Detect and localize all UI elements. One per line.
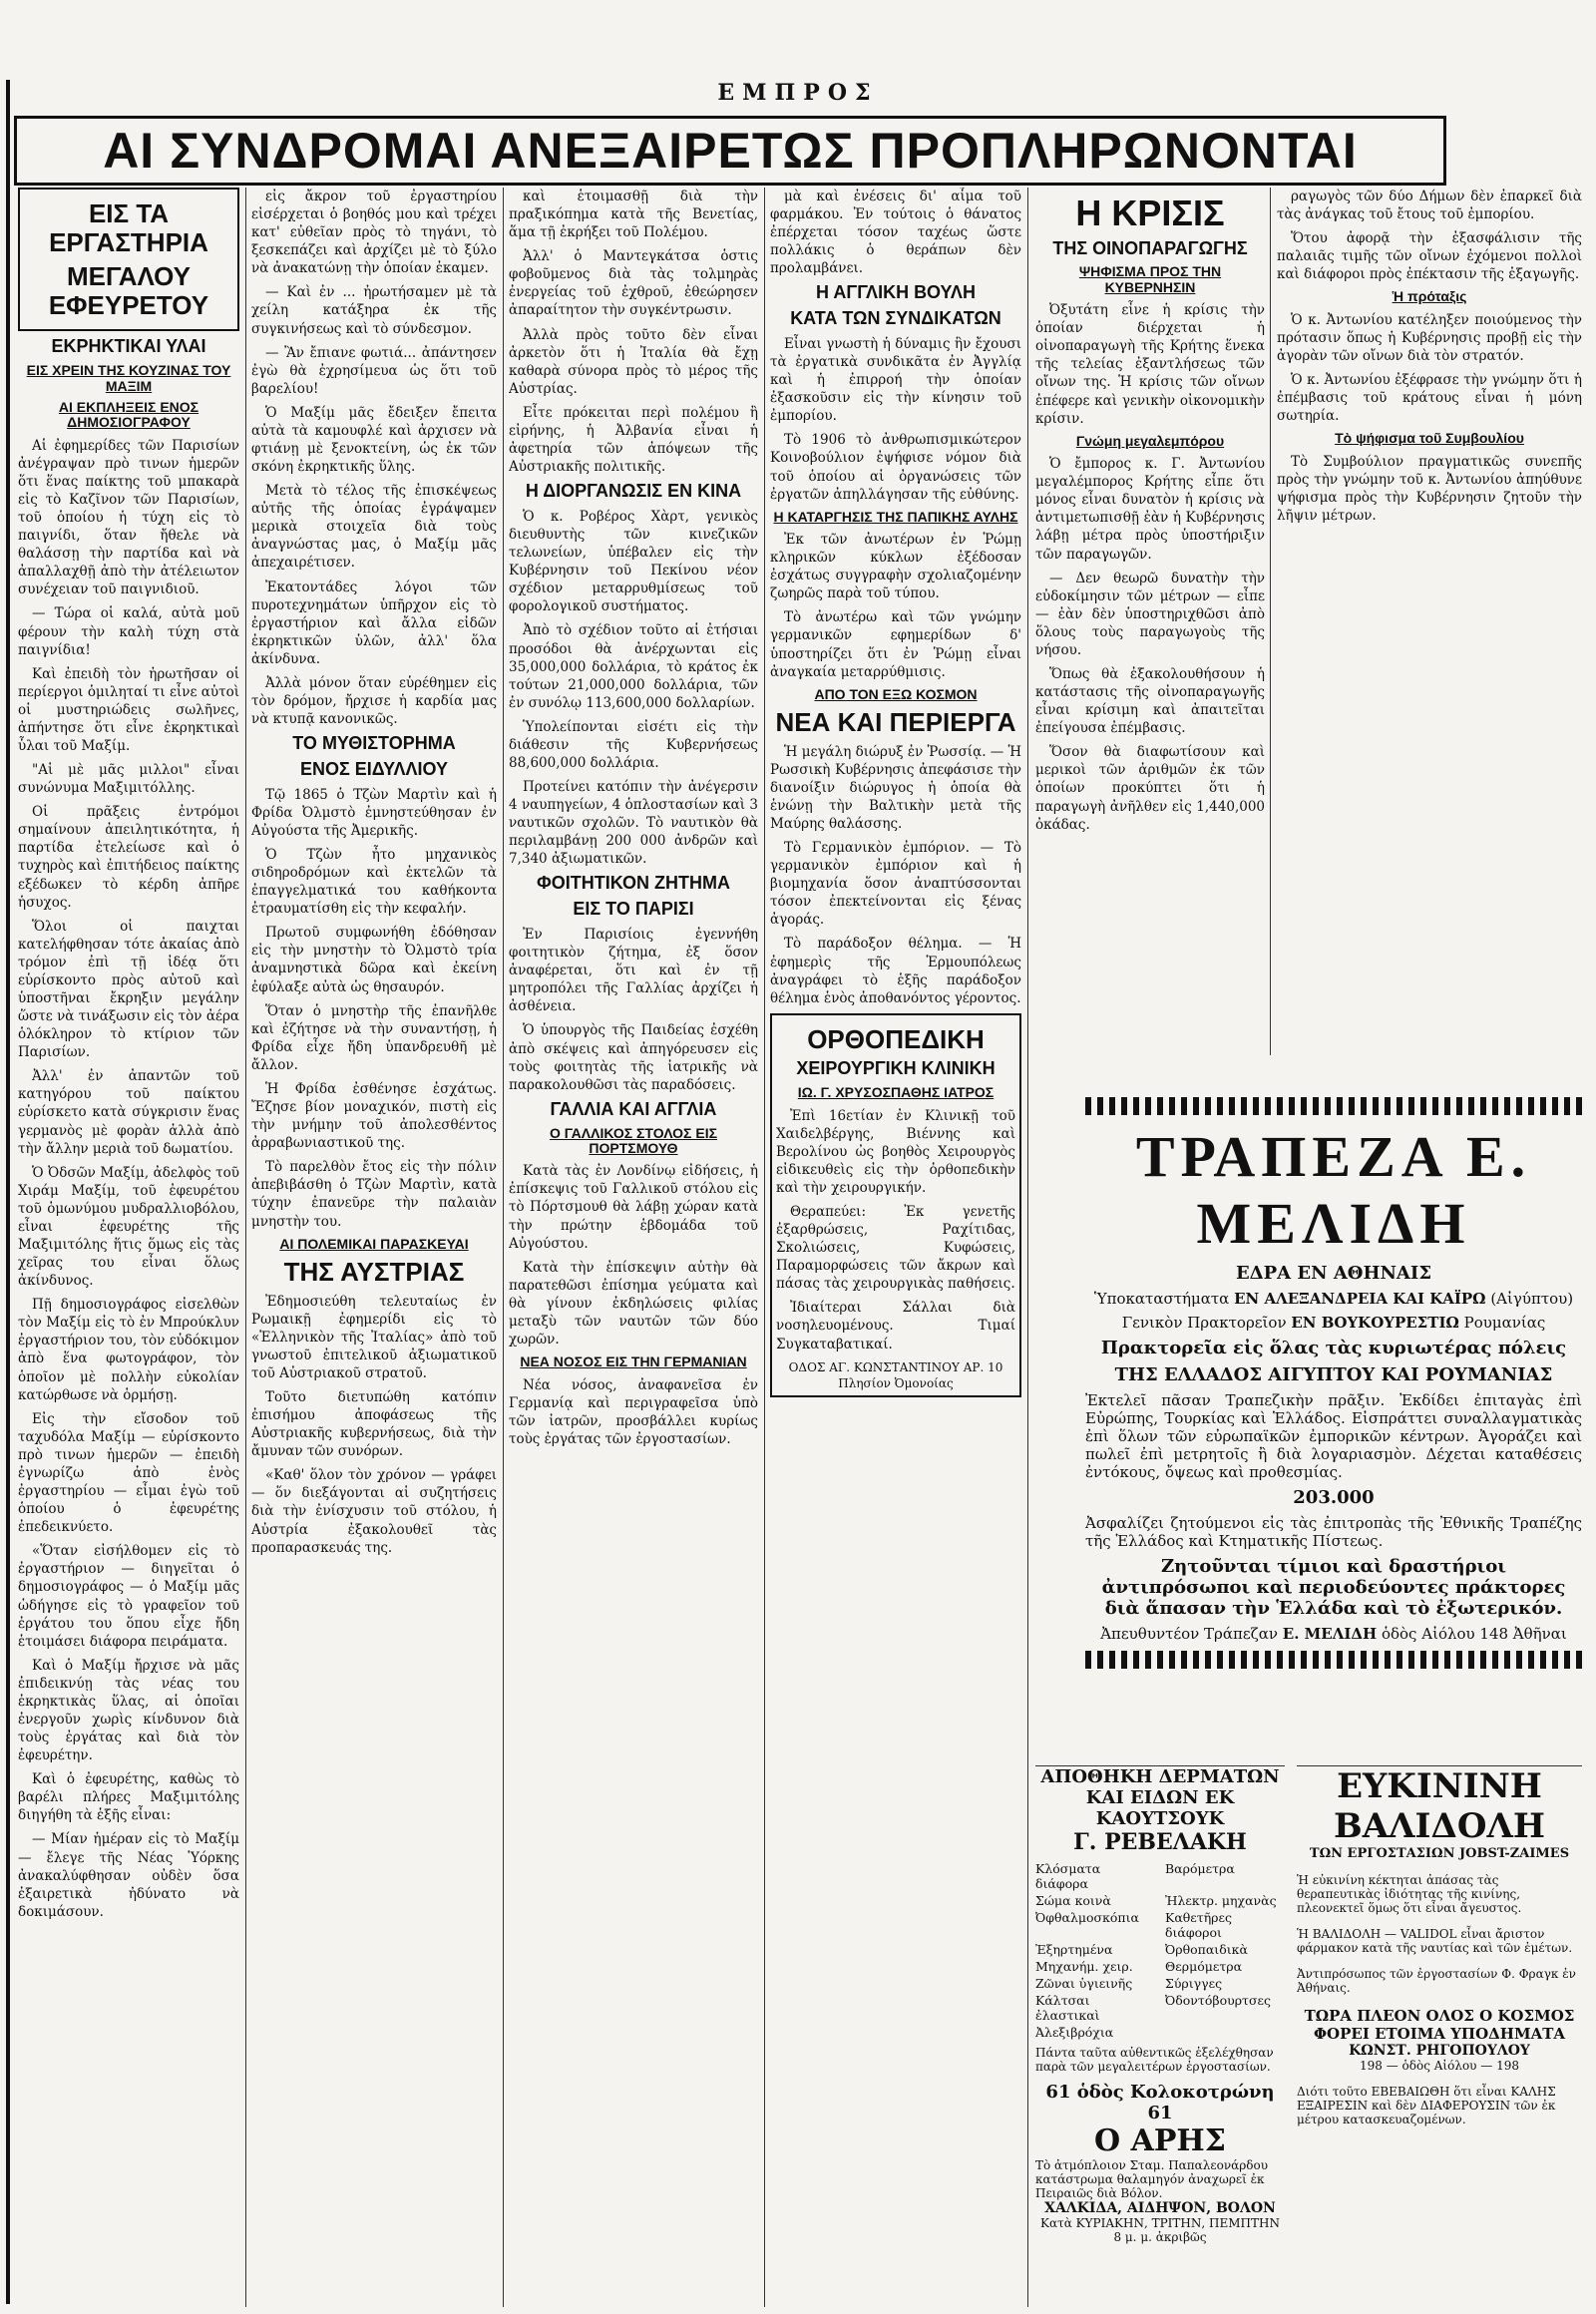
validol-title: ΒΑΛΙΔΟΛΗ xyxy=(1334,1806,1545,1846)
subhead-council: Τὸ ψήφισμα τοῦ Συμβουλίου xyxy=(1335,430,1524,447)
paragraph: Ὅτου ἀφορᾷ τὴν ἐξασφάλισιν τῆς παλαιᾶς τιμῆς τῶν οἴνων ἐχόμενοι πολλοὶ καὶ διάφοροι πρὸς ἐπέκτασιν τῆς ἐξαγωγῆς. xyxy=(1277,230,1582,283)
paragraph: Τὸ παρελθὸν ἔτος εἰς τὴν πόλιν ἀπεβιβάσθη ὁ Τζὼν Μαρτὶν, κατὰ τύχην ἐπανεῦρε τὴν παλαιὰν μνηστὴν του. xyxy=(251,1159,497,1230)
bank-branches-label: Ὑποκαταστήματα xyxy=(1093,1290,1230,1308)
ares-text: Τὸ ἀτμόπλοιον Σταμ. Παπαλεονάρδου κατάστρωμα θαλαμηγόν ἀναχωρεῖ ἐκ Πειραιῶς διὰ Βόλον. xyxy=(1035,2158,1269,2200)
rubber-item: Ὀδοντόβουρτσες xyxy=(1165,1993,1271,2008)
rubber-item: Ζῶναι ὑγιεινῆς xyxy=(1035,1976,1133,1991)
column-4 xyxy=(770,188,1021,2307)
paragraph: Ὅταν ὁ μνηστὴρ τῆς ἐπανῆλθε καὶ ἐζήτησε νὰ τὴν συναντήσῃ, ἡ Φρίδα εἶχε ἤδη ὑπανδρευθῆ μὲ ἄλλον. xyxy=(251,1002,497,1073)
column-divider xyxy=(1270,188,1271,1055)
clinic-ad xyxy=(770,1013,1021,1397)
clinic-title-2: ΧΕΙΡΟΥΡΓΙΚΗ ΚΛΙΝΙΚΗ xyxy=(796,1058,996,1079)
rubber-items xyxy=(1035,1861,1285,2040)
headline-news: ΝΕΑ ΚΑΙ ΠΕΡΙΕΡΓΑ xyxy=(775,707,1016,738)
headline-1: ΕΙΣ ΤΑ ΕΡΓΑΣΤΗΡΙΑ xyxy=(49,198,208,257)
paragraph: Κατὰ τὰς ἐν Λονδίνῳ εἰδήσεις, ἡ ἐπίσκεψις τοῦ Γαλλικοῦ στόλου εἰς τὸ Πόρτσμουθ θὰ λάβῃ χώραν κατὰ τὴν πρώτην ἑβδομάδα τοῦ Αὐγούστου. xyxy=(509,1163,758,1252)
subheadline: ΕΚΡΗΚΤΙΚΑΙ ΥΛΑΙ xyxy=(51,336,206,357)
paragraph: «Ὅταν εἰσήλθομεν εἰς τὸ ἐργαστήριον — διηγεῖται ὁ δημοσιογράφος — ὁ Μαξίμ μᾶς ὡδήγησε εἰς τὸ γραφεῖον τοῦ ἐργάτου του ὅπου εἶχε ἤδη ἑτοιμάσει διάφορα πειράματα. xyxy=(18,1543,239,1650)
rubber-item: Ἠλεκτρ. μηχανὰς xyxy=(1165,1893,1277,1908)
bank-address: ὁδὸς Αἰόλου 148 Ἀθῆναι xyxy=(1381,1625,1567,1643)
bank-agency: ΕΝ ΒΟΥΚΟΥΡΕΣΤΙΩ xyxy=(1291,1314,1459,1332)
paragraph: Ὅσον θὰ διαφωτίσουν καὶ μερικοὶ τῶν ἀριθμῶν ἐκ τῶν ὁποίων προκύπτει ὅτι ἡ παραγωγὴ ἀνῆλθεν εἰς 1,440,000 ὀκάδας. xyxy=(1035,744,1265,833)
paragraph: Εἰς τὴν εἴσοδον τοῦ ταχυδόλα Μαξίμ — εὑρίσκοντο πρὸ τινων ἡμερῶν — ἐπειδὴ ἐγνωρίζω ἀπὸ ἑνὸς ἐργαστηρίου — εἶμαι ἐγὼ τοῦ ὁποίου ὁ ἐφευρέτης ἐπεδεικνύετο. xyxy=(18,1410,239,1536)
paragraph: Διότι τοῦτο ΕΒΕΒΑΙΩΘΗ ὅτι εἶναι ΚΑΛΗΣ ΕΞΑΙΡΕΣΙΝ καὶ δὲν ΔΙΑΦΕΡΟΥΣΙΝ τῶν ἐκ μέτρου κατασκευαζομένων. xyxy=(1297,2085,1556,2126)
paragraph: — Μίαν ἡμέραν εἰς τὸ Μαξίμ — ἔλεγε τῆς Νέας Ὑόρκης ἀνακαλύφθησαν οὐδὲν ὅσα ἐξαιρετικὰ ἠδύνατο νὰ δοκιμάσουν. xyxy=(18,1831,239,1920)
headline-disease: ΝΕΑ ΝΟΣΟΣ ΕΙΣ ΤΗΝ ΓΕΡΜΑΝΙΑΝ xyxy=(520,1353,747,1370)
paragraph: — Καὶ ἐν ... ἠρωτήσαμεν μὲ τὰ χείλη κατάξηρα ἐκ τῆς συγκινήσεως καὶ τὸ σύνδεσμον. xyxy=(251,284,497,337)
bank-hq: ΕΔΡΑ ΕΝ ΑΘΗΝΑΙΣ xyxy=(1235,1263,1432,1284)
paragraph: Ἐκατοντάδες λόγοι τῶν πυροτεχνημάτων ὑπῆρχον εἰς τὸ ἐργαστήριον καὶ ἄλλα εἰδῶν ἐκρηκτικῶν ὑλῶν, ἀλλ' ὅλα ἀκίνδυνα. xyxy=(251,578,497,667)
rubber-item: Κλόσματα διάφορα xyxy=(1035,1861,1101,1891)
rubber-foot: Πάντα ταῦτα αὐθεντικῶς ἐξελέχθησαν παρὰ τῶν μεγαλειτέρων ἐργοστασίων. xyxy=(1035,2046,1274,2074)
bank-countries: ΤΗΣ ΕΛΛΑΔΟΣ ΑΙΓΥΠΤΟΥ ΚΑΙ ΡΟΥΜΑΝΙΑΣ xyxy=(1114,1364,1553,1385)
shoes-address: 198 — ὁδὸς Αἰόλου — 198 xyxy=(1360,2059,1519,2073)
paragraph: Τῷ 1865 ὁ Τζὼν Μαρτὶν καὶ ἡ Φρίδα Ὀλμστὸ ἐμνηστεύθησαν ἐν Αὐγούστα τῆς Ἀμερικῆς. xyxy=(251,786,497,839)
rubber-item: Κάλτσαι ἐλαστικαὶ xyxy=(1035,1993,1100,2023)
column-1 xyxy=(18,188,239,2307)
rubber-goods-ad xyxy=(1035,1765,1285,2265)
paragraph: Ὁ κ. Ἀντωνίου κατέληξεν ποιούμενος τὴν πρότασιν ὅπως ἡ Κυβέρνησις προβῇ εἰς τὴν ἀγορὰν τῶν οἴνων διὰ τὸν στρατόν. xyxy=(1277,311,1582,364)
paragraph: — Δεν θεωρῶ δυνατὴν τὴν εὐδοκίμησιν τῶν μέτρων — εἶπε — ἐὰν δὲν ὑποστηριχθῶσι ἀπὸ ὅλους τοὺς παραγωγοὺς τῆς νήσου. xyxy=(1035,570,1265,658)
paragraph: Τὸ 1906 τὸ ἀνθρωπισμικώτερον Κοινοβούλιον ἐψήφισε νόμον διὰ τοῦ ὁποίου αἱ ὀργανώσεις τῶν ἐργατῶν ἀπηλλάγησαν τῆς εὐθύνης. xyxy=(770,432,1021,503)
shoes-title-2: ΦΟΡΕΙ ΕΤΟΙΜΑ ΥΠΟΔΗΜΑΤΑ xyxy=(1313,2025,1566,2043)
column-divider xyxy=(1027,188,1028,2307)
paragraph: Τὸ παράδοξον θέλημα. — Ἡ ἐφημερὶς τῆς Ἑρμουπόλεως ἀναγράφει τὸ ἑξῆς παράδοξον θέλημα ἑνὸς ἀποθανόντος γέροντος. xyxy=(770,936,1021,1006)
paragraph: Ὀξυτάτη εἶνε ἡ κρίσις τὴν ὁποίαν διέρχεται ἡ οἰνοπαραγωγὴ τῆς Κρήτης ἕνεκα τῆς τελείας ἐξαντλήσεως τῶν οἴνων της. Ἡ κρίσις τῶν οἴνων ἐπέφερε καὶ γενικὴν οἰκονομικὴν κρίσιν. xyxy=(1035,302,1265,427)
bank-body: Ἐκτελεῖ πᾶσαν Τραπεζικὴν πρᾶξιν. Ἐκδίδει ἐπιταγὰς ἐπὶ Εὐρώπης, Τουρκίας καὶ Ἑλλάδος. Εἰσπράττει συναλλαγματικὰς ἐπὶ ὅλων τῶν εὐρωπαϊκῶν ἐμπορικῶν κέντρων. Ἀγοράζει καὶ πωλεῖ ἐπὶ μετρητοῖς ἢ διὰ λογαριασμὸν. Δέχεται καταθέσεις ἐντόκους, ὄψεως καὶ προθεσμίας. xyxy=(1085,1391,1582,1481)
bank-branches: ΕΝ ΑΛΕΞΑΝΔΡΕΙΑ ΚΑΙ ΚΑΪΡΩ xyxy=(1234,1290,1486,1308)
shoes-title-1: ΤΩΡΑ ΠΛΕΟΝ ΟΛΟΣ Ο ΚΟΣΜΟΣ xyxy=(1304,2007,1575,2025)
paragraph: Ὁ ὑπουργὸς τῆς Παιδείας ἐσχέθη ἀπὸ σκέψεις καὶ ἀπηγόρευσεν εἰς τοὺς φοιτητὰς τῆς ἰατρικῆς νὰ παρακολουθῶσι τὰς παραδόσεις. xyxy=(509,1022,758,1093)
bank-title: ΤΡΑΠΕΖΑ Ε. ΜΕΛΙΔΗ xyxy=(1135,1124,1532,1256)
paragraph: ραγωγὸς τῶν δύο Δήμων δὲν ἐπαρκεῖ διὰ τὰς ἀνάγκας τοῦ ἔτους τοῦ ἐμπορίου. xyxy=(1277,189,1582,223)
paragraph: Ἀλλ' ἐν ἀπαντῶν τοῦ κατηγόρου τοῦ παίκτου εὑρίσκετο κατὰ σύγκρισιν ἕνας γερμανὸς μὲ φορὰν ἀλλὰ ἀπὸ τὴν ἄλλην μεριὰ τοῦ δωματίου. xyxy=(18,1068,239,1157)
paragraph: Ὅπως θὰ ἐξακολουθήσουν ἡ κατάστασις τῆς οἰνοπαραγωγῆς εἶναι κρίσιμη καὶ ἀπαιτεῖται ἐπείγουσα ἐπέμβασις. xyxy=(1035,665,1265,737)
paragraph: Ὅλοι οἱ παιχται κατελήφθησαν τότε ἀκαίας ἀπὸ τρόμον ἐπὶ τῇ ἰδέᾳ ὅτι εὑρίσκοντο πρὸς αὐτοῦ καὶ ὑποστῆναι ἔκρηξιν μεγάλην ὥστε νὰ τινάξωσιν εἰς τὸν ἀέρα ὁλόκληρον τὸ κτίριον τῶν Παρισίων. xyxy=(18,918,239,1061)
paragraph: Καὶ ὁ ἐφευρέτης, καθὼς τὸ βαρέλι πλήρες Μαξιμιτόλης διηγήθη τὰ ἑξῆς εἶναι: xyxy=(18,1771,239,1824)
ornamental-border xyxy=(1085,1097,1582,1115)
quinine-title: ΕΥΚΙΝΙΝΗ xyxy=(1337,1766,1542,1806)
paragraph: Εἶναι γνωστὴ ἡ δύναμις ἣν ἔχουσι τὰ ἐργατικὰ συνδικᾶτα ἐν Ἀγγλίᾳ καὶ ἡ ἐπιρροή τὴν ὁποίαν ἐξασκοῦσιν εἰς τὴν κίνησιν τοῦ ἐμπορίου. xyxy=(770,335,1021,425)
paragraph: — Ἂν ἔπιανε φωτιά... ἀπάντησεν ἐγὼ θὰ ἐχρησίμευα ὡς ὅτι τοῦ βαρελίου! xyxy=(251,344,497,397)
headline-syndicates: ΚΑΤΑ ΤΩΝ ΣΥΝΔΙΚΑΤΩΝ xyxy=(790,308,1001,329)
paragraph: Μετὰ τὸ τέλος τῆς ἐπισκέψεως αὐτῆς τῆς ὁποίας ἐγράψαμεν μερικὰ στοιχεῖα διὰ τοὺς ἀναγνώστας μας, ὁ Μαξίμ μᾶς ἀπεχαιρέτισεν. xyxy=(251,483,497,572)
masthead: ΕΜΠΡΟΣ xyxy=(717,80,879,106)
ornamental-border xyxy=(1085,1651,1582,1669)
rubber-item: Μηχανήμ. χειρ. xyxy=(1035,1959,1133,1974)
paragraph: Ἐν Παρισίοις ἐγεννήθη φοιτητικὸν ζήτημα, ἐξ ὅσον ἀναφέρεται, ὅτι καὶ ἐν τῇ μητροπόλει τῆς Γαλλίας ἀρχίζει ἡ ἀσθένεια. xyxy=(509,927,758,1015)
bank-branches-note: (Αἰγύπτου) xyxy=(1490,1290,1574,1308)
paragraph: Ἀλλ' ὁ Μαντεγκάτσα ὁστις φοβοῦμενος διὰ τὰς τολμηρὰς ἐνεργείας τοῦ ἐχθροῦ, ἐθεώρησεν ἀπαραίτητον τὴν συγκέντρωσιν. xyxy=(509,248,758,319)
paragraph: Καὶ ὁ Μαξίμ ἤρχισε νὰ μᾶς ἐπιδεικνύῃ τὰς νέας του ἐκρηκτικὰς ὕλας, αἱ ὁποῖαι ἐνεργοῦν χωρὶς κίνδυνον διὰ τοὺς ἐργάτας καὶ διὰ τὸν ἐφευρέτην. xyxy=(18,1657,239,1764)
column-2 xyxy=(251,188,497,2307)
ares-time: 8 μ. μ. ἀκριβῶς xyxy=(1113,2230,1207,2244)
paragraph: Ἐπὶ 16ετίαν ἐν Κλινικῇ τοῦ Χαιδελβέργης, Βιέννης καὶ Βερολίνου ὠς βοηθὸς Χειρουργὸς εἰδικευθεὶς εἰς τὴν ὀρθοπεδικὴν καὶ τὴν χειρουργικήν. xyxy=(776,1107,1015,1196)
paragraph: καὶ ἑτοιμασθῇ διὰ τὴν πραξικόπημα κατὰ τῆς Βενετίας, ἅμα τῇ ἐκρήξει τοῦ Πολέμου. xyxy=(509,189,758,241)
paragraph: Ἡ Φρίδα ἐσθένησε ἐσχάτως. Ἔζησε βίον μοναχικόν, πιστὴ εἰς τὴν μνήμην τοῦ ἀπολεσθέντος ἀρραβωνιαστικοῦ της. xyxy=(251,1080,497,1152)
paragraph: Ἐδημοσιεύθη τελευταίως ἐν Ρωμαικῇ ἐφημερίδι εἰς τὸ «Ἑλληνικὸν τῆς Ἰταλίας» ἀπὸ τοῦ γνωστοῦ ἐπιτελικοῦ ἀξιωματικοῦ τοῦ Αὐστριακοῦ στρατοῦ. xyxy=(251,1293,497,1381)
paragraph: Τὸ Συμβούλιον πραγματικῶς συνεπῆς πρὸς τὴν γνώμην τοῦ κ. Ἀντωνίου ἀπηύθυνε ψήφισμα πρὸς τὴν Κυβέρνησιν ζητοῦν τὴν λῆψιν μέτρων. xyxy=(1277,453,1582,524)
bank-address-label: Ἀπευθυντέον Τράπεζαν xyxy=(1100,1625,1279,1643)
column-5b xyxy=(1277,188,1582,1065)
paragraph: Ὁ κ. Ἀντωνίου ἐξέφρασε τὴν γνώμην ὅτι ἡ ἐπέμβασις τοῦ κράτους εἶναι ἡ μόνη σωτηρία. xyxy=(1277,372,1582,425)
rubber-item: Σύριγγες xyxy=(1165,1976,1223,1991)
paragraph: Ἀντιπρόσωπος τῶν ἐργοστασίων Φ. Φραγκ ἐν Ἀθήναις. xyxy=(1297,1967,1576,1995)
clinic-title-1: ΟΡΘΟΠΕΔΙΚΗ xyxy=(807,1023,985,1054)
paragraph: Αἱ ἐφημερίδες τῶν Παρισίων ἀνέγραψαν πρὸ τινων ἡμερῶν ὅτι ἕνας παίκτης τοῦ μπακαρὰ εἰς τὸ Καζῖνον τῶν Παρισίων, τοῦ ὁποίου ἡ τύχη εἰς τὸ παιγνίδι, ὅταν ἤθελε νὰ θαλάσσῃ τὴν παρτίδα καὶ νὰ ἀπαλλαχθῇ ἀπὸ τὴν ἀτέλειωτον συνέχειαν τοῦ παιγνιδιοῦ. xyxy=(18,437,239,598)
bank-agency-label: Γενικὸν Πρακτορεῖον xyxy=(1121,1314,1287,1332)
deck-1: ΕΙΣ ΧΡΕΙΝ ΤΗΣ ΚΟΥΖΙΝΑΣ ΤΟΥ ΜΑΞΙΜ xyxy=(26,362,231,394)
rubber-item: Ἀλεξιβρόχια xyxy=(1035,2025,1114,2040)
column-divider xyxy=(245,188,246,2307)
bank-offices: Πρακτορεῖα εἰς ὅλας τὰς κυριωτέρας πόλεις xyxy=(1100,1338,1567,1358)
paragraph: Ὁ Τζὼν ἦτο μηχανικὸς σιδηροδρόμων καὶ ἐκτελῶν τὰ ἐπαγγελματικά του καθήκοντα ἐτραυματίσθη εἰς τὴν κεφαλήν. xyxy=(251,847,497,918)
paragraph: Προτείνει κατόπιν τὴν ἀνέγερσιν 4 ναυπηγείων, 4 ὁπλοστασίων καὶ 3 ναυτικῶν σχολῶν. Τὸ ναυτικὸν θὰ περιλαμβάνῃ 200 000 ἀνδρῶν καὶ 7,340 ἀξιωματικῶν. xyxy=(509,779,758,868)
paragraph: Καὶ ἐπειδὴ τὸν ἠρωτῆσαν οἱ περίεργοι ὁμιληταί τι εἶνε αὐτοὶ οἱ μυστηριώδεις σωλῆνες, ἀπήντησε ὅτι εἶνε ἐκρηκτικαὶ ὗλαι τοῦ Μαξίμ. xyxy=(18,665,239,754)
paragraph: Πρωτοῦ συμφωνήθη ἐδόθησαν εἰς τὴν μνηστὴν τὸ Ὀλμστὸ τρία ἀναμνηστικὰ δῶρα καὶ ἐκείνη ἐφύλαξε αὐτὰ ὡς θησαυρόν. xyxy=(251,925,497,995)
rubber-item: Καθετῆρες διάφοροι xyxy=(1165,1910,1233,1940)
paragraph: Εἶτε πρόκειται περὶ πολέμου ἢ εἰρήνης, ἡ Ἀλβανία εἶναι ἡ ἀφετηρία τῶν ἀπόψεων τῆς Αὐστριακῆς πολιτικῆς. xyxy=(509,404,758,476)
subhead-merchant: Γνώμη μεγαλεμπόρου xyxy=(1075,432,1225,449)
headline-paris: ΕΙΣ ΤΟ ΠΑΡΙΣΙ xyxy=(573,899,694,920)
bank-agency-note: Ρουμανίας xyxy=(1463,1314,1546,1332)
paragraph: Τὸ Γερμανικὸν ἐμπόριον. — Τὸ γερμανικὸν ἐμπόριον καὶ ἡ βιομηχανία ὅσον ἀναπτύσσονται τόσον ἐπεκτείνονται εἰς ξένας ἀγοράς. xyxy=(770,840,1021,929)
clinic-doctor: ΙΩ. Γ. ΧΡΥΣΟΣΠΑΘΗΣ ΙΑΤΡΟΣ xyxy=(797,1084,995,1101)
paragraph: Ὁ ἔμπορος κ. Γ. Ἀντωνίου μεγαλέμπορος Κρήτης εἶπε ὅτι μόνος εἶναι δυνατὸν ἡ κρίσις νὰ ἀντιμετωπισθῇ ἐὰν ἡ Κυβέρνησις λάβῃ μέτρα πρὸς ὑποστήριξιν τῶν παραγωγῶν. xyxy=(1035,456,1265,563)
rubber-title-2: ΚΑΙ ΕΙΔΩΝ ΕΚ ΚΑΟΥΤΣΟΥΚ xyxy=(1085,1787,1235,1829)
column-divider xyxy=(764,188,765,2307)
clinic-address: ΟΔΟΣ ΑΓ. ΚΩΝΣΤΑΝΤΙΝΟΥ ΑΡ. 10 xyxy=(788,1359,1003,1374)
paragraph: Ἡ εὐκινίνη κέκτηται ἀπάσας τὰς θεραπευτικὰς ἰδιότητας τῆς κινίνης, πλεονεκτεῖ ὅμως ὅτι εἶναι ἄγευστος. xyxy=(1297,1873,1522,1915)
deck-2: ΑΙ ΕΚΠΛΗΞΕΙΣ ΕΝΟΣ ΔΗΜΟΣΙΟΓΡΑΦΟΥ xyxy=(58,398,200,431)
section-label: ΑΠΟ ΤΟΝ ΕΞΩ ΚΟΣΜΟΝ xyxy=(814,685,978,702)
headline-2: ΜΕΓΑΛΟΥ ΕΦΕΥΡΕΤΟΥ xyxy=(48,261,209,320)
shoes-name: ΚΩΝΣΤ. ΡΗΓΟΠΟΥΛΟΥ xyxy=(1349,2043,1530,2059)
rubber-name: Γ. ΡΕΒΕΛΑΚΗ xyxy=(1073,1829,1247,1855)
deck-resolution: ΨΗΦΙΣΜΑ ΠΡΟΣ ΤΗΝ ΚΥΒΕΡΝΗΣΙΝ xyxy=(1078,263,1222,295)
headline-crisis: Η ΚΡΙΣΙΣ xyxy=(1075,193,1225,233)
rubber-item: Βαρόμετρα xyxy=(1165,1861,1235,1876)
paragraph: εἰς ἄκρον τοῦ ἐργαστηρίου εἰσέρχεται ὁ βοηθός μου καὶ τρέχει κατ' εὐθεῖαν πρὸς τὸ τηγάνι, τὸ ξεσκεπάζει καὶ ἀρχίζει μὲ τὸ ξύλο νὰ ἀνακατώνῃ τὴν ὁποίαν ἐκαμεν. xyxy=(251,189,497,277)
paragraph: Πῇ δημοσιογράφος εἰσελθὼν τὸν Μαξίμ εἰς τὸ ἐν Μπρούκλυν ἐργαστήριον του, τὸν εὐδόκιμον ἀπὸ ἕνα φωτογράφον, τὸν ὁποῖον μὲ πολλὴν εὐκολίαν κατώρθωσε νὰ ὁρμήσῃ. xyxy=(18,1297,239,1403)
paragraph: Ἡ ΒΑΛΙΔΟΛΗ — VALIDOL εἶναι ἄριστον φάρμακον κατὰ τῆς ναυτίας καὶ τῶν ἐμέτων. xyxy=(1297,1927,1573,1955)
column-divider xyxy=(503,188,504,2307)
quinine-ad xyxy=(1297,1765,1582,2265)
paragraph: Νέα νόσος, ἀναφανεῖσα ἐν Γερμανίᾳ καὶ περιγραφεῖσα ὑπὸ τῶν ἰατρῶν, προσβάλλει κυρίως τοὺς ἐργάτας τῶν ἐργοστασίων. xyxy=(509,1376,758,1447)
column-5a xyxy=(1035,188,1265,1065)
bank-capital-text: Ἀσφαλίζει ζητούμενοι εἰς τὰς ἐπιτροπὰς τῆς Ἐθνικῆς Τραπέζης τῆς Ἑλλάδος καὶ Κτηματικῆς Πίστεως. xyxy=(1085,1514,1582,1550)
headline-wine: ΤΗΣ ΟΙΝΟΠΑΡΑΓΩΓΗΣ xyxy=(1052,237,1248,258)
rubber-item: Ὀρθοπαιδικὰ xyxy=(1165,1942,1248,1957)
subhead-proposal: Ἡ πρόταξις xyxy=(1392,288,1467,305)
paragraph: «Καθ' ὅλον τὸν χρόνον — γράφει — ὅν διεξάγονται αἱ συζητήσεις διὰ τὴν ἐνίσχυσιν τοῦ στόλου, ἡ Αὐστρία ἐξακολουθεῖ τὰς προπαρασκευάς της. xyxy=(251,1467,497,1556)
paragraph: "Αἱ μὲ μᾶς μιλλοι" εἶναι συνώνυμα Μαξιμιτόλλης. xyxy=(18,762,239,797)
paragraph: Ἀλλὰ μόνον ὅταν εὑρέθημεν εἰς τὸν δρόμον, ἤρχισε ἡ καρδία μας νὰ κτυπᾷ κανονικῶς. xyxy=(251,674,497,728)
paragraph: Τοῦτο διετυπώθη κατόπιν ἐπισήμου ἀποφάσεως τῆς Αὐστριακῆς κυβερνήσεως, διὰ τὴν ἄμυναν τῶν συνόρων. xyxy=(251,1388,497,1460)
subscription-banner: ΑΙ ΣΥΝΔΡΟΜΑΙ ΑΝΕΞΑΙΡΕΤΩΣ ΠΡΟΠΛΗΡΩΝΟΝΤΑΙ xyxy=(14,116,1446,186)
rubber-address: 61 ὁδὸς Κολοκοτρώνη 61 xyxy=(1045,2082,1275,2123)
ares-route: ΧΑΛΚΙΔΑ, ΑΙΔΗΨΟΝ, ΒΟΛΟΝ xyxy=(1044,2200,1276,2216)
paragraph: Ἐκ τῶν ἀνωτέρων ἐν Ῥώμῃ κληρικῶν κύκλων ἐξέδοσαν ἐσχάτως συγγραφὴν σχολιαζομένην ζωηρῶς παρὰ τοῦ τύπου. xyxy=(770,532,1021,602)
left-margin-rule xyxy=(6,80,10,2304)
deck-portsmouth: Ο ΓΑΛΛΙΚΟΣ ΣΤΟΛΟΣ ΕΙΣ ΠΟΡΤΣΜΟΥΘ xyxy=(550,1124,717,1156)
paragraph: μὰ καὶ ἐνέσεις δι' αἷμα τοῦ φαρμάκου. Ἐν τούτοις ὁ θάνατος ἐπέρχεται τόσον ταχέως ὥστε πολλάκις ὁ θεράπων δὲν προλαμβάνει. xyxy=(770,189,1021,277)
paragraph: Ὁ Μαξίμ μᾶς ἔδειξεν ἔπειτα αὐτὰ τὰ καμουφλέ καὶ ἀρχισεν νὰ φτιάνῃ μὲ ξενοκτείνη, ὡς ἐκ τῶν σκόνη ἐκρηκτικῆς ὕλης. xyxy=(251,404,497,476)
rubber-item: Σώμα κοινὰ xyxy=(1035,1893,1111,1908)
bank-address-name: Ε. ΜΕΛΙΔΗ xyxy=(1282,1625,1378,1643)
column-3 xyxy=(509,188,758,2307)
bank-notice: Ζητοῦνται τίμιοι καὶ δραστήριοι ἀντιπρόσωποι καὶ περιοδεύοντες πράκτορες διὰ ἅπασαν τὴν Ἑλλάδα καὶ τὸ ἐξωτερικόν. xyxy=(1101,1556,1566,1619)
ares-days: Κατὰ ΚΥΡΙΑΚΗΝ, ΤΡΙΤΗΝ, ΠΕΜΠΤΗΝ xyxy=(1040,2216,1280,2230)
paragraph: Κατὰ τὴν ἐπίσκεψιν αὐτὴν θὰ παρατεθῶσι ἐπίσημα γεύματα καὶ θὰ γίνουν ἐκδηλώσεις φιλίας μεταξὺ τῶν ναυτῶν τῶν δύο χωρῶν. xyxy=(509,1259,758,1349)
headline-china: Η ΔΙΟΡΓΑΝΩΣΙΣ ΕΝ ΚΙΝΑ xyxy=(525,481,742,502)
ares-title: Ο ΑΡΗΣ xyxy=(1094,2123,1226,2158)
headline-idyll: ΕΝΟΣ ΕΙΔΥΛΛΙΟΥ xyxy=(299,758,448,779)
paragraph: Ἀλλὰ πρὸς τοῦτο δὲν εἶναι ἀρκετὸν ὅτι ἡ Ἰταλία θὰ ἔχῃ καθαρὰ σύνορα πρὸς τὸ μέρος τῆς Αὐστρίας. xyxy=(509,326,758,397)
paragraph: Ἰδιαίτεραι Σάλλαι διὰ νοσηλευομένους. Τιμαί Συγκαταβατικαί. xyxy=(776,1300,1015,1352)
paragraph: Τὸ ἀνωτέρω καὶ τῶν γνώμην γερμανικῶν εφημερίδων δ' ὑποστηρίζει ὅτι ἐν Ῥώμῃ εἶναι ἀναγκαία μεταρρύθμισις. xyxy=(770,609,1021,680)
bank-capital: 203.000 xyxy=(1293,1487,1375,1508)
headline-austria-2: ΤΗΣ ΑΥΣΤΡΙΑΣ xyxy=(283,1256,465,1287)
paragraph: Ἀπὸ τὸ σχέδιον τοῦτο αἱ ἐτήσιαι προσόδοι θὰ ἀνέρχωνται εἰς 35,000,000 δολλάρια, τὸ κράτος ἐκ τούτων 21,000,000 δολλάρια, τῶν ἐν συνόλῳ 113,600,000 δολλαρίων. xyxy=(509,622,758,711)
headline-english-parliament: Η ΑΓΓΛΙΚΗ ΒΟΥΛΗ xyxy=(816,282,976,303)
paragraph: — Τώρα οἱ καλά, αὐτὰ μοῦ φέρουν τὴν καλὴ τύχη στὰ παιγνίδια! xyxy=(18,605,239,658)
rubber-item: Θερμόμετρα xyxy=(1165,1959,1243,1974)
paragraph: Ὑπολείπονται εἰσέτι εἰς τὴν διάθεσιν τῆς Κυβερνήσεως 88,600,000 δολλάρια. xyxy=(509,718,758,771)
clinic-address-note: Πλησίον Ὀμονοίας xyxy=(838,1375,954,1390)
rubber-item: Ἐξηρτημένα xyxy=(1035,1942,1113,1957)
paragraph: Ὁ Ὀδσῶν Μαξίμ, ἀδελφὸς τοῦ Χιράμ Μαξίμ, τοῦ ἐφευρέτου τοῦ ὁμωνύμου μυδραλλιοβόλου, εἶναι ἐφευρέτης τῆς Μαξιμιτόλης ἥτις ὅμως εἰς τὰς χεῖρας του εἶναι ὅλως ἀκίνδυνος. xyxy=(18,1164,239,1290)
headline-student: ΦΟΙΤΗΤΙΚΟΝ ΖΗΤΗΜΑ xyxy=(537,873,730,894)
headline-novel: ΤΟ ΜΥΘΙΣΤΟΡΗΜΑ xyxy=(292,733,456,754)
paragraph: Ἡ μεγάλη διώρυξ ἐν Ῥωσσίᾳ. — Ἡ Ρωσσικὴ Κυβέρνησις ἀπεφάσισε τὴν διανοίξιν διώρυγος ἡ ὁποία θὰ ἑνώνῃ τὴν Βαλτικὴν μετὰ τῆς Μαύρης θαλάσσης. xyxy=(770,743,1021,832)
paragraph: Θεραπεύει: Ἐκ γενετῆς ἐξαρθρώσεις, Ραχίτιδας, Σκολιώσεις, Κυφώσεις, Παραμορφώσεις τῶν ἄκρων καὶ πάσας τὰς χειρουργικὰς παθήσεις. xyxy=(776,1203,1015,1293)
paragraph: Οἱ πρᾶξεις ἐντρόμοι σημαίνουν ἀπειλητικότητα, ἡ παρτίδα ἐτελείωσε καὶ ὁ τυχηρὸς καὶ ἐπιτήδειος παίκτης εξέδωκεν τὸ κέρδη ἀπῆρε ἡσυχος. xyxy=(18,804,239,911)
headline-france-england: ΓΑΛΛΙΑ ΚΑΙ ΑΓΓΛΙΑ xyxy=(550,1098,717,1119)
headline-papal-court: Η ΚΑΤΑΡΓΗΣΙΣ ΤΗΣ ΠΑΠΙΚΗΣ ΑΥΛΗΣ xyxy=(773,508,1018,525)
quinine-sub: ΤΩΝ ΕΡΓΟΣΤΑΣΙΩΝ JOBST-ZAIMES xyxy=(1309,1846,1570,1861)
headline-austria-1: ΑΙ ΠΟΛΕΜΙΚΑΙ ΠΑΡΑΣΚΕΥΑΙ xyxy=(279,1235,469,1252)
paragraph: Ὁ κ. Ροβέρος Χὰρτ, γενικὸς διευθυντὴς τῶν κινεζικῶν τελωνείων, ὑπέβαλεν εἰς τὴν Κυβέρνησιν τοῦ Πεκίνου νέον σχέδιον μεταρρυθμίσεως τοῦ φορολογικοῦ συστήματος. xyxy=(509,508,758,615)
rubber-title-1: ΑΠΟΘΗΚΗ ΔΕΡΜΑΤΩΝ xyxy=(1040,1766,1280,1787)
rubber-item: Ὀφθαλμοσκόπια xyxy=(1035,1910,1139,1925)
